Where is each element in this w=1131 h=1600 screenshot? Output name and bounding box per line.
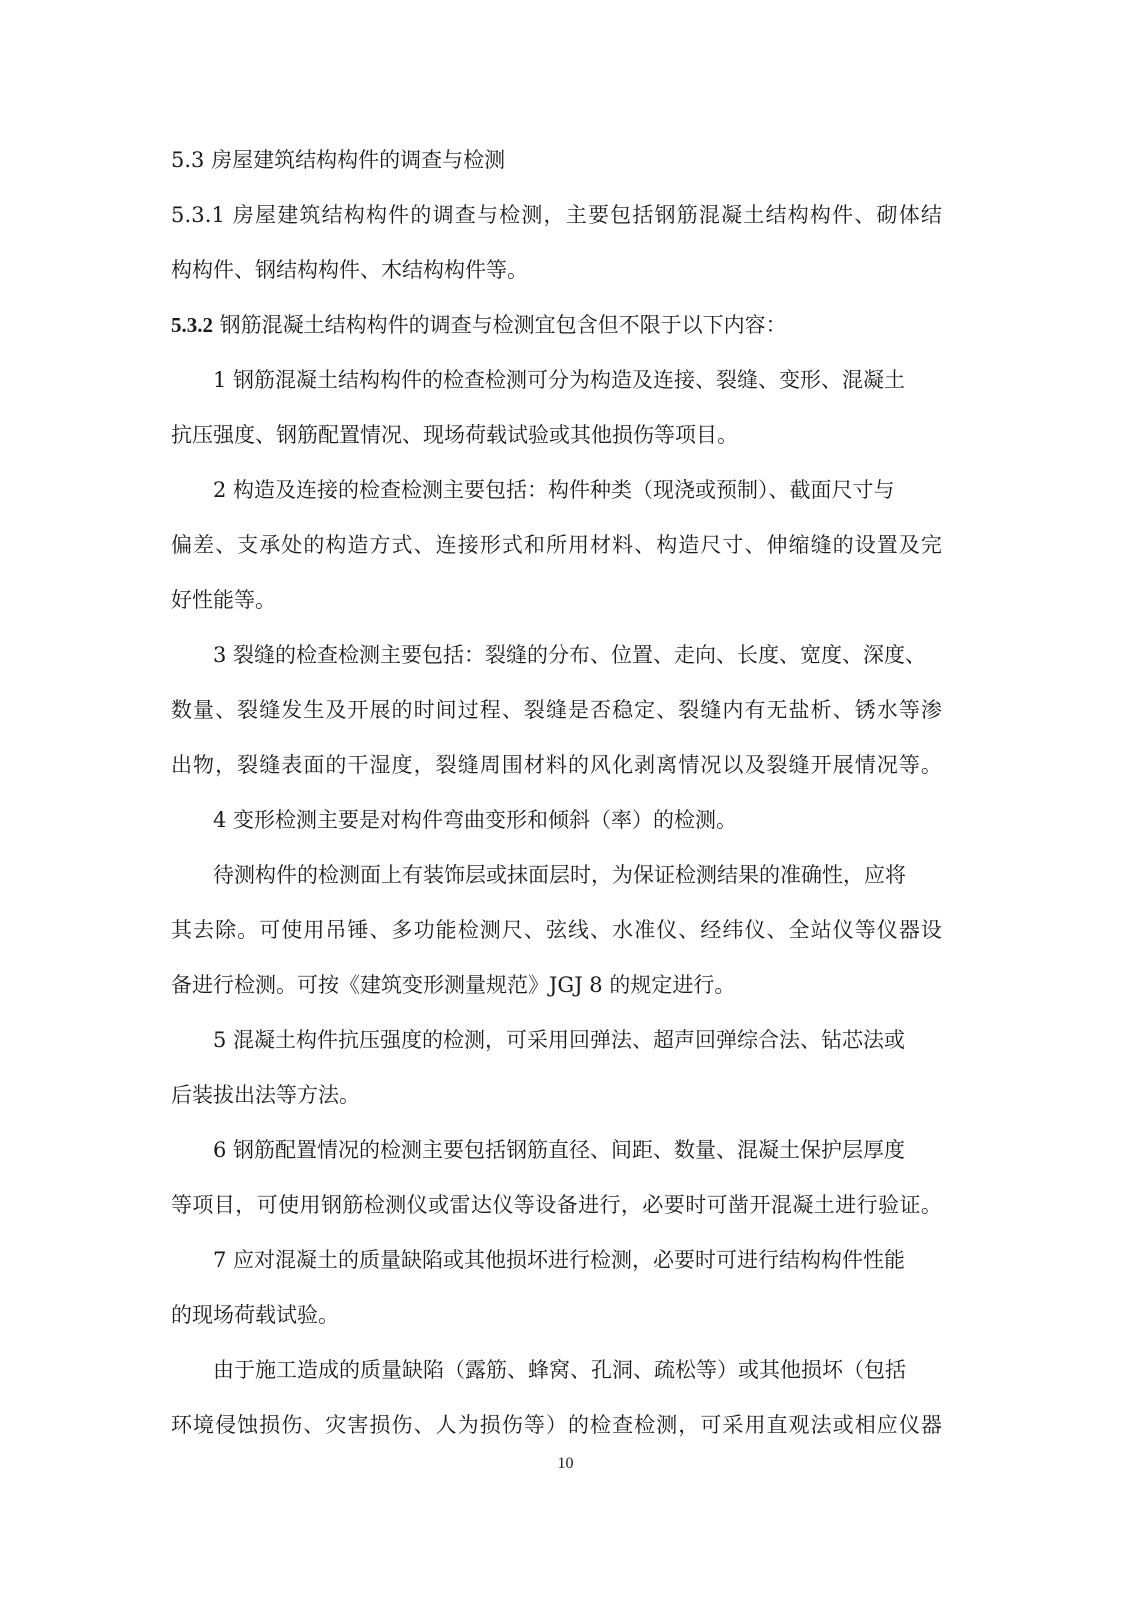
clause-5-3-1-line-1: 5.3.1 房屋建筑结构构件的调查与检测，主要包括钢筋混凝土结构构件、砌体结 [171,203,942,227]
item-2-line-2: 偏差、支承处的构造方式、连接形式和所用材料、构造尺寸、伸缩缝的设置及完 [171,533,942,557]
note-4-line-2: 其去除。可使用吊锤、多功能检测尺、弦线、水准仪、经纬仪、全站仪等仪器设 [171,918,942,942]
item-6-line-1: 6 钢筋配置情况的检测主要包括钢筋直径、间距、数量、混凝土保护层厚度 [213,1138,906,1162]
item-3-line-3: 出物，裂缝表面的干湿度，裂缝周围材料的风化剥离情况以及裂缝开展情况等。 [171,753,942,777]
note-4-line-3: 备进行检测。可按《建筑变形测量规范》JGJ 8 的规定进行。 [171,973,736,997]
section-heading: 5.3 房屋建筑结构构件的调查与检测 [171,148,506,172]
item-7-line-2: 的现场荷载试验。 [171,1303,339,1327]
item-5-line-1: 5 混凝土构件抗压强度的检测，可采用回弹法、超声回弹综合法、钻芯法或 [213,1028,906,1052]
item-7-line-1: 7 应对混凝土的质量缺陷或其他损坏进行检测，必要时可进行结构构件性能 [213,1248,906,1272]
item-1-line-2: 抗压强度、钢筋配置情况、现场荷载试验或其他损伤等项目。 [171,423,738,447]
clause-5-3-2 [171,311,787,339]
item-1-line-1: 1 钢筋混凝土结构构件的检查检测可分为构造及连接、裂缝、变形、混凝土 [213,368,906,392]
item-2-line-3: 好性能等。 [171,588,276,612]
item-3-line-1: 3 裂缝的检查检测主要包括：裂缝的分布、位置、走向、长度、宽度、深度、 [213,643,927,667]
note-7-line-2: 环境侵蚀损伤、灾害损伤、人为损伤等）的检查检测，可采用直观法或相应仪器 [171,1413,942,1437]
clause-5-3-1-line-2: 构构件、钢结构构件、木结构构件等。 [171,258,528,282]
clause-5-3-2-number: 5.3.2 [171,313,213,337]
note-7-line-1: 由于施工造成的质量缺陷（露筋、蜂窝、孔洞、疏松等）或其他损坏（包括 [213,1358,906,1382]
page-number: 10 [557,1455,574,1472]
item-5-line-2: 后装拔出法等方法。 [171,1083,360,1107]
note-4-line-1: 待测构件的检测面上有装饰层或抹面层时，为保证检测结果的准确性，应将 [213,863,906,887]
item-6-line-2: 等项目，可使用钢筋检测仪或雷达仪等设备进行，必要时可凿开混凝土进行验证。 [171,1193,942,1217]
item-4-line-1: 4 变形检测主要是对构件弯曲变形和倾斜（率）的检测。 [213,808,738,832]
item-2-line-1: 2 构造及连接的检查检测主要包括：构件种类（现浇或预制）、截面尺寸与 [213,478,895,502]
item-3-line-2: 数量、裂缝发生及开展的时间过程、裂缝是否稳定、裂缝内有无盐析、锈水等渗 [171,698,942,722]
clause-5-3-2-text: 钢筋混凝土结构构件的调查与检测宜包含但不限于以下内容： [213,313,787,337]
